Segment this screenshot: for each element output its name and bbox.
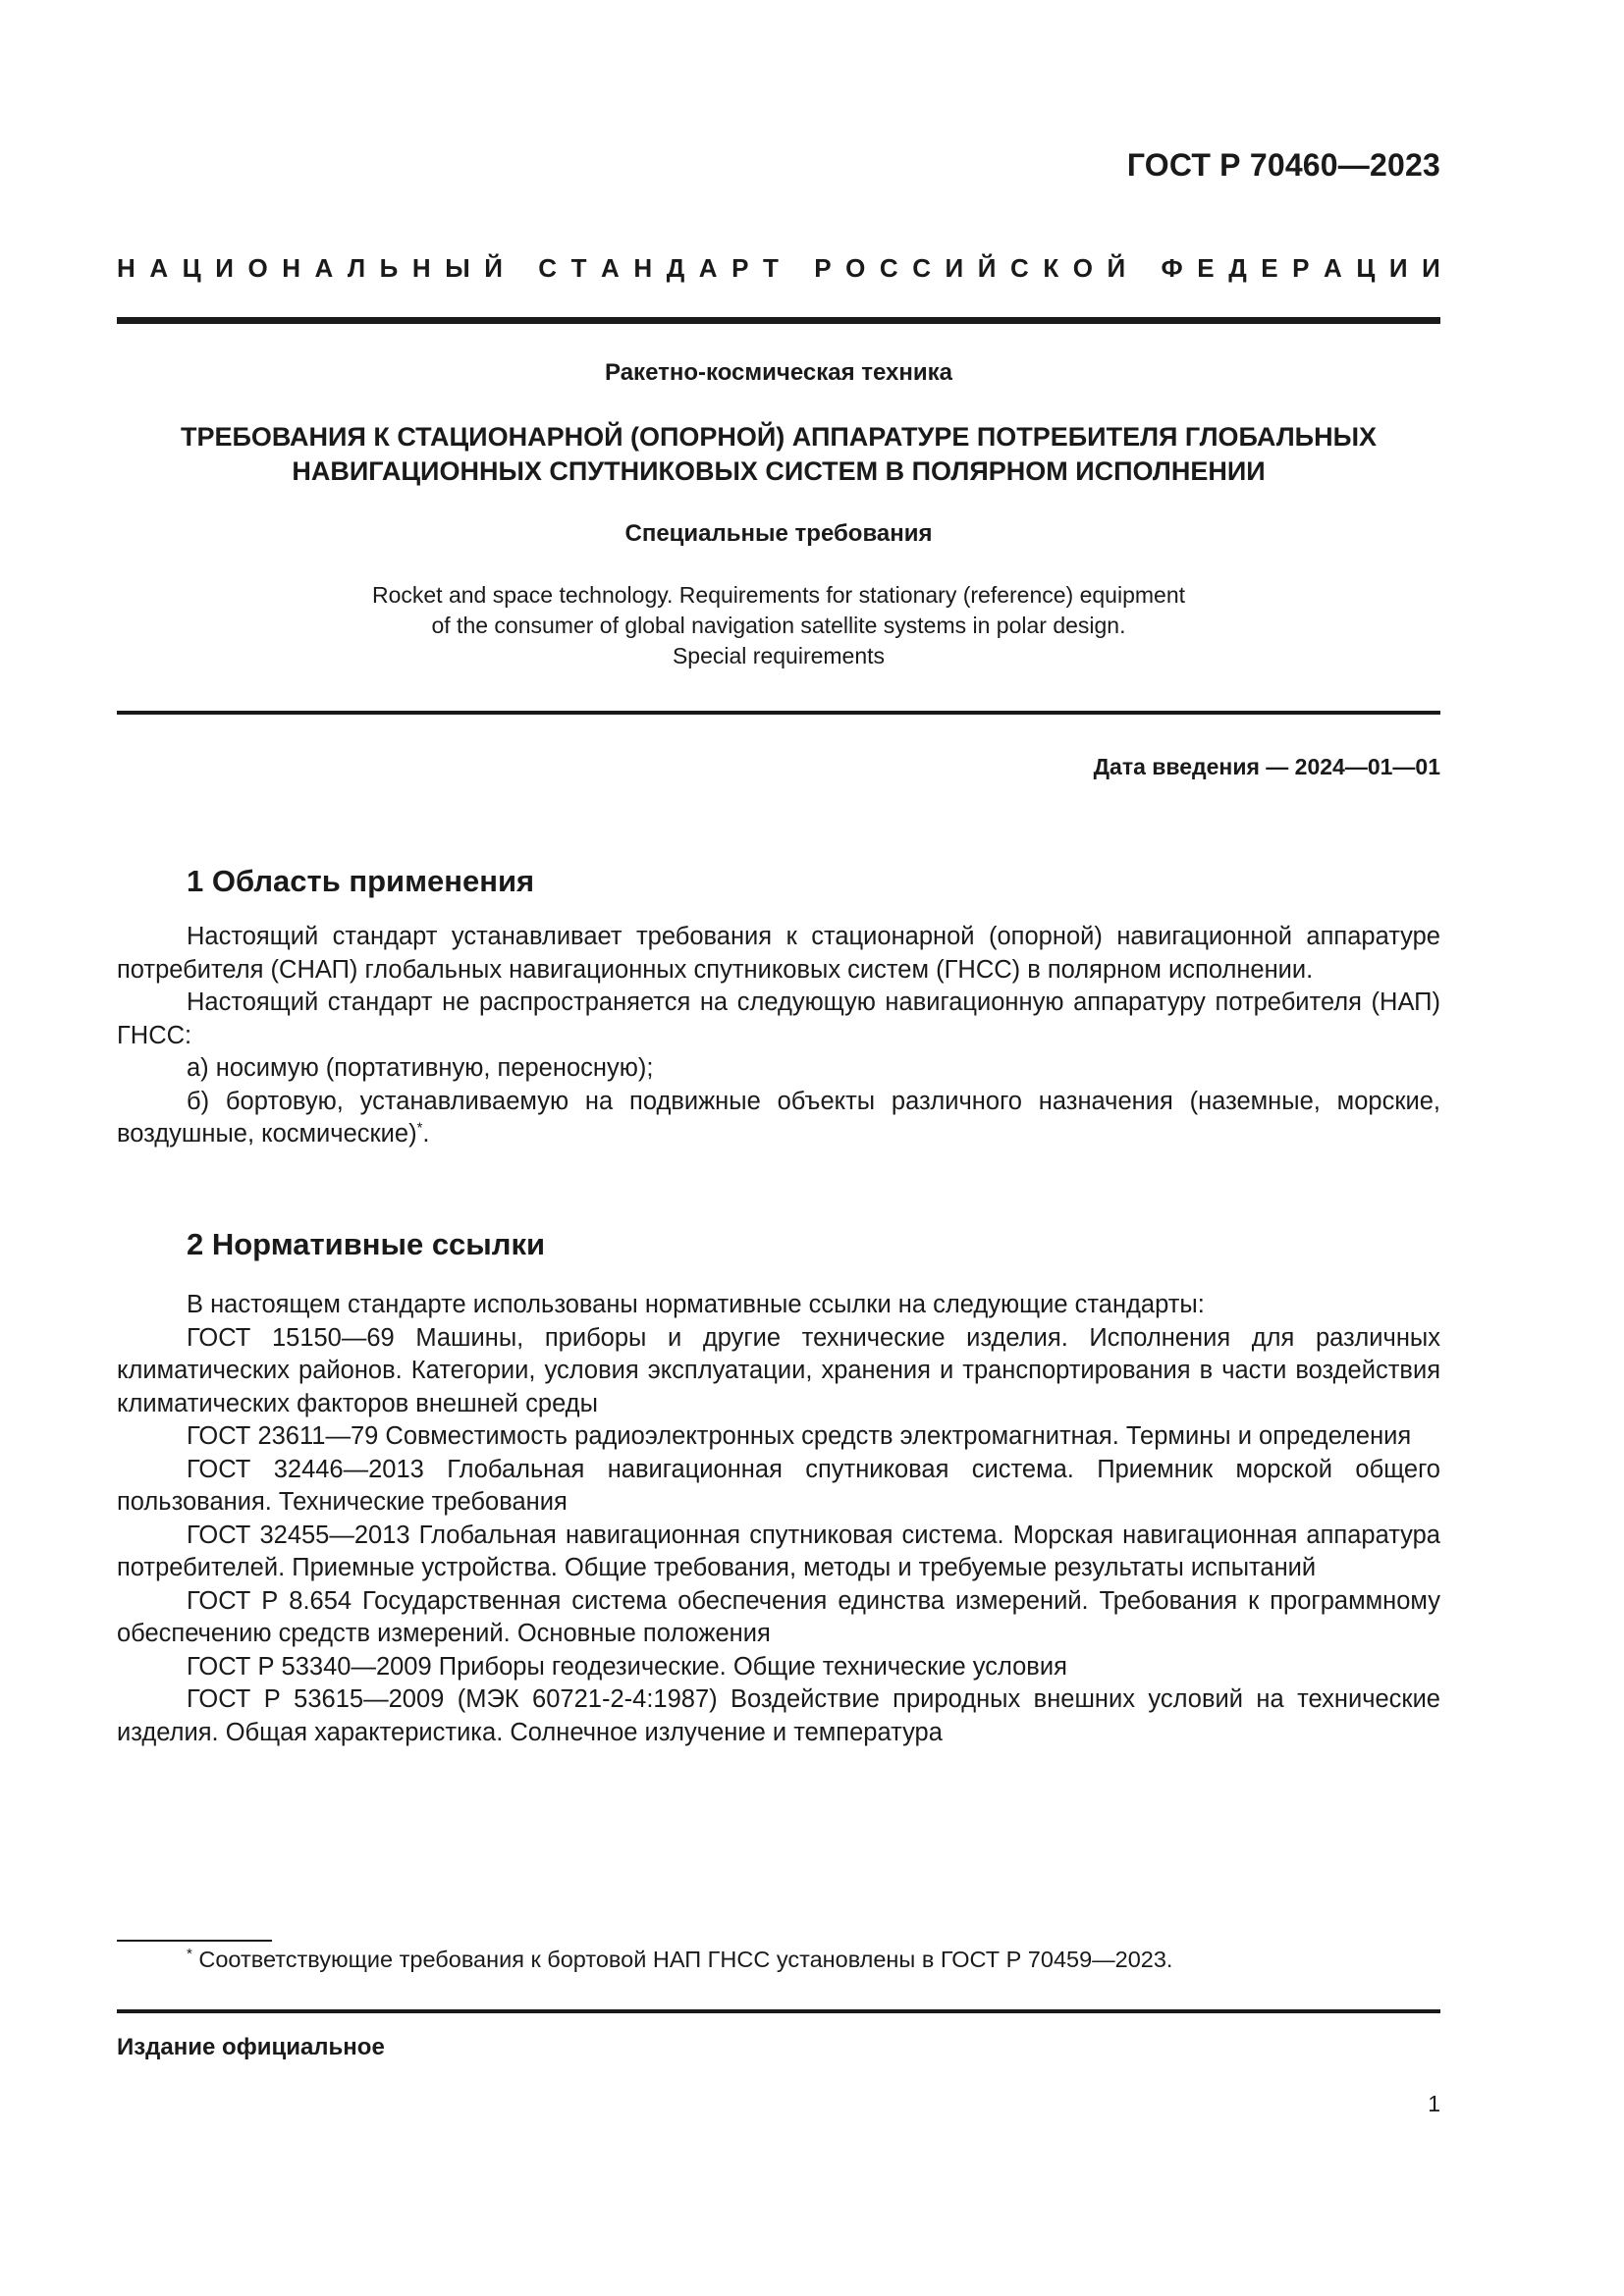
heading-letter: А [149,253,169,283]
heading-letter: Ы [445,253,470,283]
date-of-introduction: Дата введения — 2024—01—01 [1093,754,1440,779]
heading-letter: С [912,253,931,283]
heading-letter [1140,253,1147,284]
section-1-body [117,921,1440,1151]
footnote-text: Соответствующие требования к бортовой НАП ГНСС установлены в ГОСТ Р 70459—2023. [191,1947,1173,1972]
heading-letter: К [1043,253,1059,283]
heading-letter: Д [1228,253,1247,283]
reference-item: ГОСТ Р 8.654 Государственная система обеспечения единства измерений. Требования к программному обеспечению средств измерений. Основные положения [117,1586,1440,1647]
header-rule [117,317,1440,324]
section-1-heading: 1 Область применения [187,864,535,898]
heading-letter: О [1072,253,1093,283]
heading-letter: Т [570,253,587,283]
paragraph: В настоящем стандарте использованы нормативные ссылки на следующие стандарты: [187,1291,1205,1318]
english-title-line-1: Rocket and space technology. Requirements for stationary (reference) equipment [371,582,1185,608]
reference-item: ГОСТ Р 53340—2009 Приборы геодезические. Общие технические условия [187,1652,1067,1681]
heading-letter: Ц [1356,253,1376,283]
reference-item: ГОСТ Р 53615—2009 (МЭК 60721-2-4:1987) Воздействие природных внешних условий на технические изделия. Общая характеристика. Солнечное излучение и температура [117,1685,1440,1746]
paragraph-text: б) бортовую, устанавливаемую на подвижные объекты различного назначения (наземные, морские, воздушные, космические) [117,1087,1440,1148]
english-title-line-2: of the consumer of global navigation satellite systems in polar design. [431,613,1126,638]
footer-rule [117,2009,1440,2013]
heading-letter: Л [347,253,366,283]
main-title-line-1: ТРЕБОВАНИЯ К СТАЦИОНАРНОЙ (ОПОРНОЙ) АППАРАТУРЕ ПОТРЕБИТЕЛЯ ГЛОБАЛЬНЫХ [180,422,1378,452]
english-title-line-3: Special requirements [672,643,886,668]
heading-letter: О [845,253,866,283]
heading-letter: Й [484,253,503,283]
heading-letter: И [215,253,234,283]
heading-letter: Н [282,253,300,283]
heading-letter: С [538,253,558,283]
heading-letter: С [1010,253,1029,283]
page-number: 1 [1428,2091,1440,2116]
heading-letter: Т [762,253,779,283]
heading-letter: А [698,253,718,283]
section-2-body [117,1289,1440,1749]
heading-letter [516,253,523,284]
heading-letter: Ф [1161,253,1183,283]
main-title [117,420,1440,489]
reference-item: ГОСТ 15150—69 Машины, приборы и другие технические изделия. Исполнения для различных климатических районов. Категории, условия эксплуатации, хранения и транспортирования в части воздействия климатических факторов внешней среды [117,1323,1440,1417]
footnote-separator [117,1940,272,1942]
heading-letter: И [1422,253,1440,283]
section-2-heading: 2 Нормативные ссылки [187,1227,546,1261]
heading-letter: Р [731,253,749,283]
heading-letter: Н [117,253,135,283]
special-requirements-title: Специальные требования [624,520,933,547]
heading-letter: О [247,253,268,283]
heading-letter: Н [633,253,653,283]
heading-letter: Е [1197,253,1215,283]
paragraph-period: . [422,1120,430,1148]
heading-letter: А [1324,253,1342,283]
footnote-mark: * [187,1946,192,1963]
main-title-line-2: НАВИГАЦИОННЫХ СПУТНИКОВЫХ СИСТЕМ В ПОЛЯРНОМ ИСПОЛНЕНИИ [292,456,1266,486]
heading-letter: Ь [379,253,399,283]
heading-letter: Н [411,253,431,283]
heading-letter: И [1388,253,1408,283]
heading-letter: Д [666,253,685,283]
official-edition-label: Издание официальное [117,2034,385,2060]
heading-letter: Р [814,253,832,283]
paragraph [117,1086,1440,1151]
heading-letter: А [314,253,334,283]
national-standard-heading [117,253,1440,284]
reference-item: ГОСТ 23611—79 Совместимость радиоэлектронных средств электромагнитная. Термины и определения [187,1422,1412,1450]
english-title [117,580,1440,671]
reference-item: ГОСТ 32455—2013 Глобальная навигационная спутниковая система. Морская навигационная аппаратура потребителей. Приемные устройства. Общие требования, методы и требуемые результаты испытаний [117,1521,1440,1581]
heading-letter: Й [1107,253,1126,283]
heading-letter: Е [1261,253,1278,283]
heading-letter: Р [1292,253,1310,283]
heading-letter: Ц [182,253,201,283]
paragraph: а) носимую (портативную, переносную); [187,1054,654,1082]
heading-letter: А [601,253,620,283]
footnote-reference: * [416,1119,423,1137]
heading-letter: И [945,253,964,283]
footnote [187,1947,1172,1973]
reference-item: ГОСТ 32446—2013 Глобальная навигационная спутниковая система. Приемник морской общего пользования. Технические требования [117,1455,1440,1516]
heading-letter: С [879,253,898,283]
paragraph: Настоящий стандарт не распространяется на следующую навигационную аппаратуру потребителя (НАП) ГНСС: [117,988,1440,1049]
paragraph: Настоящий стандарт устанавливает требования к стационарной (опорной) навигационной аппаратуре потребителя (СНАП) глобальных навигационных спутниковых систем (ГНСС) в полярном исполнении. [117,923,1440,984]
category-title: Ракетно-космическая техника [605,359,952,386]
heading-letter [792,253,799,284]
gost-number: ГОСТ Р 70460—2023 [1126,147,1440,183]
title-block-rule [117,711,1440,715]
heading-letter: Й [977,253,997,283]
